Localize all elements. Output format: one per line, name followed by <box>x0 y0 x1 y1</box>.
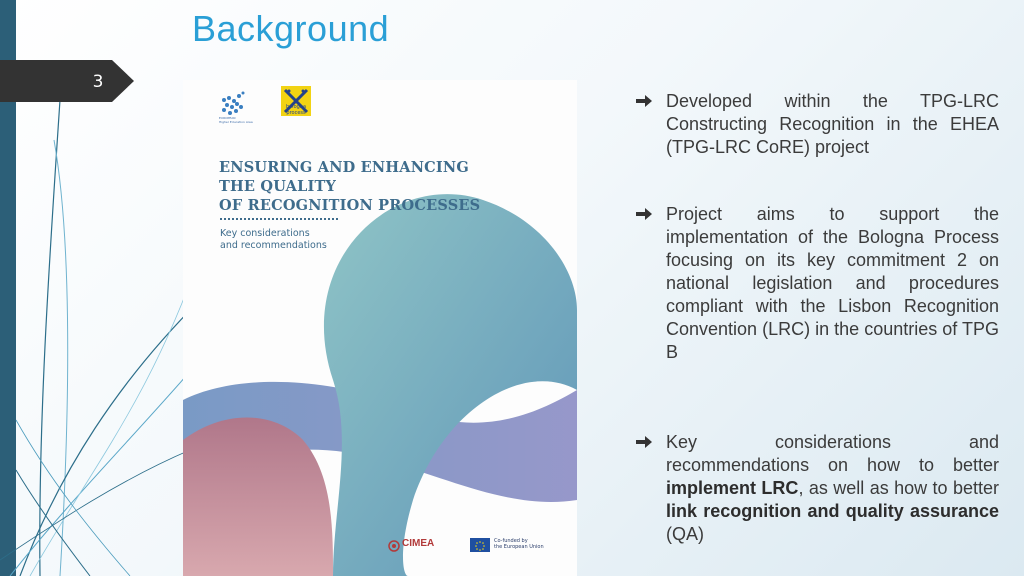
cover-title <box>219 158 519 215</box>
slide-number: 3 <box>92 72 104 92</box>
cover-subtitle <box>220 228 420 252</box>
cimea-logo-text: CIMEA <box>402 538 435 549</box>
eu-text-line2: the European Union <box>494 544 544 550</box>
ehea-logo-line2: Higher Education Area <box>219 120 253 124</box>
ehea-logo-text <box>219 116 253 124</box>
publication-cover-image <box>183 80 577 576</box>
eu-text-line1: Co-funded by <box>494 538 528 544</box>
slide-title: Background <box>192 8 390 49</box>
bullet-3-part2: , as well as how to better <box>798 478 999 498</box>
ehea-logo-line1: EUROPEAN <box>219 116 236 120</box>
cover-subtitle-line2: and recommendations <box>220 240 327 251</box>
eu-cofunded-text <box>494 538 544 550</box>
bologna-logo-line2: process <box>286 110 306 116</box>
cover-dotted-rule <box>220 218 338 220</box>
arrow-bullet-icon <box>636 208 654 220</box>
bullet-text-2: Project aims to support the implementation of the Bologna Process focusing on its key commitment 2 on national legislation and procedures compliant with the Lisbon Recognition Convention (LRC) in the countries of TPG B <box>666 204 999 362</box>
bullet-3-bold-implement-lrc: implement LRC <box>666 478 799 498</box>
slide-number-tag <box>0 60 134 102</box>
bullet-3-part3: (QA) <box>666 524 704 544</box>
eu-flag-icon <box>470 538 490 552</box>
bullet-3-part1: Key considerations and recommendations on how to better <box>666 432 999 475</box>
cimea-logo-icon <box>388 540 400 552</box>
cover-title-line3: OF RECOGNITION PROCESSES <box>219 197 481 214</box>
cover-artwork <box>183 80 577 576</box>
arrow-bullet-icon <box>636 95 654 107</box>
cover-title-line1: ENSURING AND ENHANCING <box>219 159 469 176</box>
cover-title-line2: THE QUALITY <box>219 178 336 195</box>
cover-subtitle-line1: Key considerations <box>220 228 310 239</box>
bologna-logo-line1: bologna <box>285 104 307 110</box>
bullet-text-1: Developed within the TPG-LRC Constructing Recognition in the EHEA (TPG-LRC CoRE) project <box>666 91 999 157</box>
bullet-text-3 <box>666 431 999 546</box>
arrow-bullet-icon <box>636 436 654 448</box>
bologna-process-logo-icon <box>281 86 311 116</box>
bullet-3-bold-link-recognition: link recognition and quality assurance <box>666 501 999 521</box>
